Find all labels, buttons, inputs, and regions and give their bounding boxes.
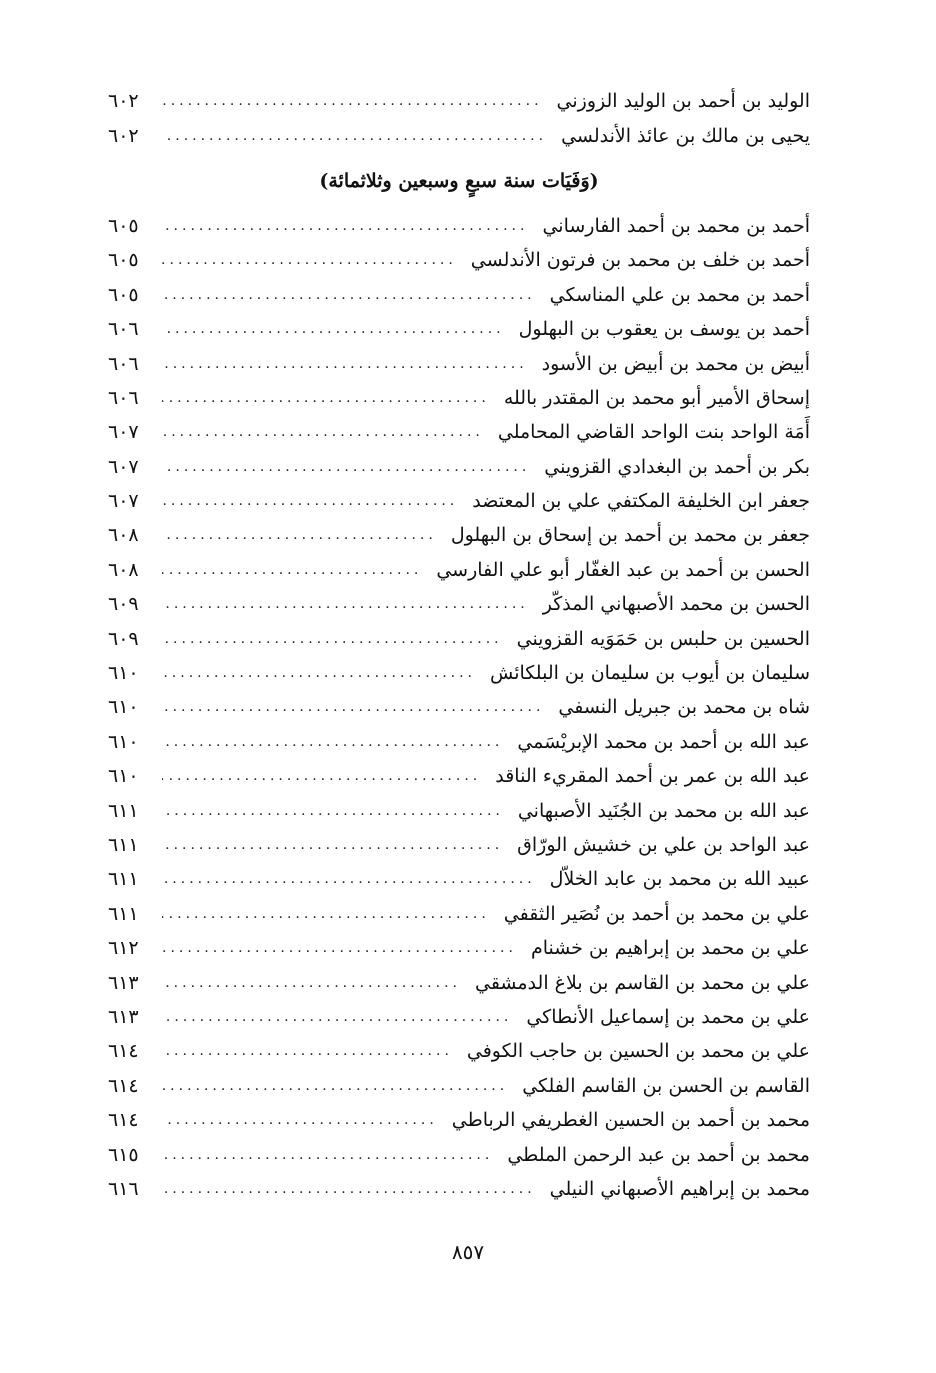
toc-entry	[108, 84, 810, 118]
entry-name: علي بن محمد بن أحمد بن نُصَير الثقفي	[503, 902, 810, 925]
entry-page-number: ٦١٠	[108, 730, 139, 753]
entry-page-number: ٦١٠	[108, 696, 139, 719]
entry-name: علي بن محمد بن الحسين بن حاجب الكوفي	[466, 1040, 810, 1063]
table-of-contents	[108, 84, 810, 1206]
leader-dots	[162, 631, 503, 647]
entry-page-number: ٦٠٥	[108, 214, 139, 237]
leader-dots	[162, 218, 528, 234]
entry-name: أَمَة الواحد بنت الواحد القاضي المحاملي	[497, 421, 810, 444]
toc-entry	[108, 621, 810, 655]
entry-name: شاه بن محمد بن جبريل النسفي	[558, 696, 810, 719]
leader-dots	[162, 1147, 493, 1163]
leader-dots	[162, 699, 544, 715]
entry-name: جعفر ابن الخليفة المكتفي علي بن المعتضد	[472, 490, 810, 513]
entries-top	[108, 84, 810, 153]
entry-page-number: ٦١٤	[108, 1074, 139, 1097]
toc-entry	[108, 278, 810, 312]
entry-name: أحمد بن محمد بن علي المناسكي	[549, 283, 810, 306]
leader-dots	[162, 734, 503, 750]
leader-dots	[162, 837, 503, 853]
toc-entry	[108, 725, 810, 759]
entry-name: سليمان بن أيوب بن سليمان بن البلكائش	[490, 662, 810, 685]
toc-entry	[108, 862, 810, 896]
entry-page-number: ٦٠٧	[108, 490, 139, 513]
section-heading: (وَفَيَات سنة سبعٍ وسبعين وثلاثمائة)	[319, 169, 599, 192]
toc-entry	[108, 1172, 810, 1206]
toc-entry	[108, 346, 810, 380]
leader-dots	[162, 871, 536, 887]
leader-dots	[162, 1112, 438, 1128]
entry-page-number: ٦١٣	[108, 971, 139, 994]
toc-entry	[108, 381, 810, 415]
leader-dots	[162, 321, 505, 337]
leader-dots	[162, 768, 481, 784]
entry-page-number: ٦١٥	[108, 1143, 139, 1166]
entry-page-number: ٦٠٦	[108, 318, 139, 341]
entry-page-number: ٦٠٦	[108, 352, 139, 375]
entry-page-number: ٦١١	[108, 834, 139, 856]
entry-page-number: ٦٠٧	[108, 455, 139, 478]
toc-entry	[108, 450, 810, 484]
entry-page-number: ٦٠٧	[108, 421, 139, 444]
entry-name: الحسن بن أحمد بن عبد الغفّار أبو علي الفارسي	[436, 558, 810, 581]
toc-entry	[108, 1137, 810, 1171]
entry-name: أحمد بن محمد بن أحمد الفارساني	[542, 214, 810, 237]
toc-entry	[108, 518, 810, 552]
toc-entry	[108, 243, 810, 277]
entry-page-number: ٦٠٩	[108, 593, 139, 616]
toc-entry	[108, 897, 810, 931]
toc-entry	[108, 690, 810, 724]
leader-dots	[162, 390, 490, 406]
entry-page-number: ٦١٣	[108, 1005, 139, 1028]
leader-dots	[162, 1043, 453, 1059]
leader-dots	[162, 356, 528, 372]
leader-dots	[162, 803, 504, 819]
entry-name: عبد الله بن محمد بن الجُنَيد الأصبهاني	[517, 799, 810, 822]
toc-entry	[108, 1103, 810, 1137]
entry-name: محمد بن أحمد بن عبد الرحمن الملطي	[507, 1143, 810, 1166]
entry-name: عبد الله بن أحمد بن محمد الإبريْسَمي	[517, 730, 810, 753]
toc-entry	[108, 656, 810, 690]
leader-dots	[162, 665, 476, 681]
leader-dots	[162, 527, 437, 543]
entry-name: أبيض بن محمد بن أبيض بن الأسود	[541, 352, 810, 375]
entry-name: محمد بن إبراهيم الأصبهاني النيلي	[549, 1177, 810, 1200]
entry-name: علي بن محمد بن إسماعيل الأنطاكي	[526, 1005, 810, 1028]
leader-dots	[162, 940, 517, 956]
entry-page-number: ٦١٠	[108, 662, 139, 685]
toc-entry	[108, 793, 810, 827]
entry-page-number: ٦١١	[108, 868, 139, 891]
toc-entry	[108, 1034, 810, 1068]
entry-page-number: ٦٠٨	[108, 558, 139, 581]
entry-page-number: ٦١١	[108, 799, 139, 822]
entry-page-number: ٦١٠	[108, 765, 139, 788]
leader-dots	[162, 493, 458, 509]
leader-dots	[162, 424, 484, 440]
entry-name: الحسن بن محمد الأصبهاني المذكّر	[542, 593, 810, 616]
entry-page-number: ٦٠٥	[108, 283, 139, 306]
leader-dots	[162, 906, 490, 922]
leader-dots	[162, 1009, 512, 1025]
entry-name: جعفر بن محمد بن أحمد بن إسحاق بن البهلول	[450, 524, 810, 547]
toc-entry	[108, 209, 810, 243]
toc-entry	[108, 587, 810, 621]
toc-entry	[108, 553, 810, 587]
leader-dots	[162, 1078, 508, 1094]
entry-page-number: ٦١١	[108, 902, 139, 925]
leader-dots	[162, 562, 422, 578]
entry-page-number: ٦٠٨	[108, 524, 139, 547]
entry-name: أحمد بن يوسف بن يعقوب بن البهلول	[518, 318, 810, 341]
entry-name: أحمد بن خلف بن محمد بن فرتون الأندلسي	[470, 249, 810, 272]
leader-dots	[162, 93, 543, 109]
toc-entry	[108, 312, 810, 346]
entry-name: الحسين بن حلبس بن حَمَوَيه القزويني	[516, 627, 810, 650]
entry-name: إسحاق الأمير أبو محمد بن المقتدر بالله	[503, 386, 810, 409]
toc-entry	[108, 415, 810, 449]
toc-entry	[108, 931, 810, 965]
entry-page-number: ٦١٦	[108, 1177, 139, 1200]
page-number: ٨٥٧	[451, 1240, 485, 1264]
entry-name: عبد الواحد بن علي بن خشيش الورّاق	[517, 834, 810, 856]
leader-dots	[162, 1181, 536, 1197]
leader-dots	[162, 459, 530, 475]
toc-entry	[108, 1069, 810, 1103]
entry-name: محمد بن أحمد بن الحسين الغطريفي الرباطي	[451, 1109, 810, 1132]
toc-entry	[108, 118, 810, 152]
entry-name: القاسم بن الحسن بن القاسم الفلكي	[522, 1074, 810, 1097]
entry-page-number: ٦١٤	[108, 1040, 139, 1063]
leader-dots	[162, 596, 529, 612]
entry-page-number: ٦١٤	[108, 1109, 139, 1132]
entry-name: يحيى بن مالك بن عائذ الأندلسي	[561, 124, 810, 147]
entry-name: عبد الله بن عمر بن أحمد المقريء الناقد	[495, 765, 810, 788]
entry-name: علي بن محمد بن القاسم بن بلاغ الدمشقي	[474, 971, 810, 994]
toc-entry	[108, 965, 810, 999]
leader-dots	[162, 128, 547, 144]
leader-dots	[162, 252, 457, 268]
entry-page-number: ٦٠٥	[108, 249, 139, 272]
entries-main	[108, 209, 810, 1206]
toc-entry	[108, 828, 810, 862]
leader-dots	[162, 975, 461, 991]
entry-page-number: ٦٠٢	[108, 90, 139, 113]
entry-name: علي بن محمد بن إبراهيم بن خشنام	[530, 937, 810, 960]
leader-dots	[162, 287, 536, 303]
entry-page-number: ٦٠٦	[108, 386, 139, 409]
toc-entry	[108, 1000, 810, 1034]
entry-name: عبيد الله بن محمد بن عابد الخلاّل	[549, 868, 810, 891]
entry-name: بكر بن أحمد بن البغدادي القزويني	[544, 455, 810, 478]
toc-entry	[108, 759, 810, 793]
entry-name: الوليد بن أحمد بن الوليد الزوزني	[556, 90, 810, 113]
entry-page-number: ٦٠٢	[108, 124, 139, 147]
entry-page-number: ٦١٢	[108, 937, 139, 960]
entry-page-number: ٦٠٩	[108, 627, 139, 650]
toc-entry	[108, 484, 810, 518]
